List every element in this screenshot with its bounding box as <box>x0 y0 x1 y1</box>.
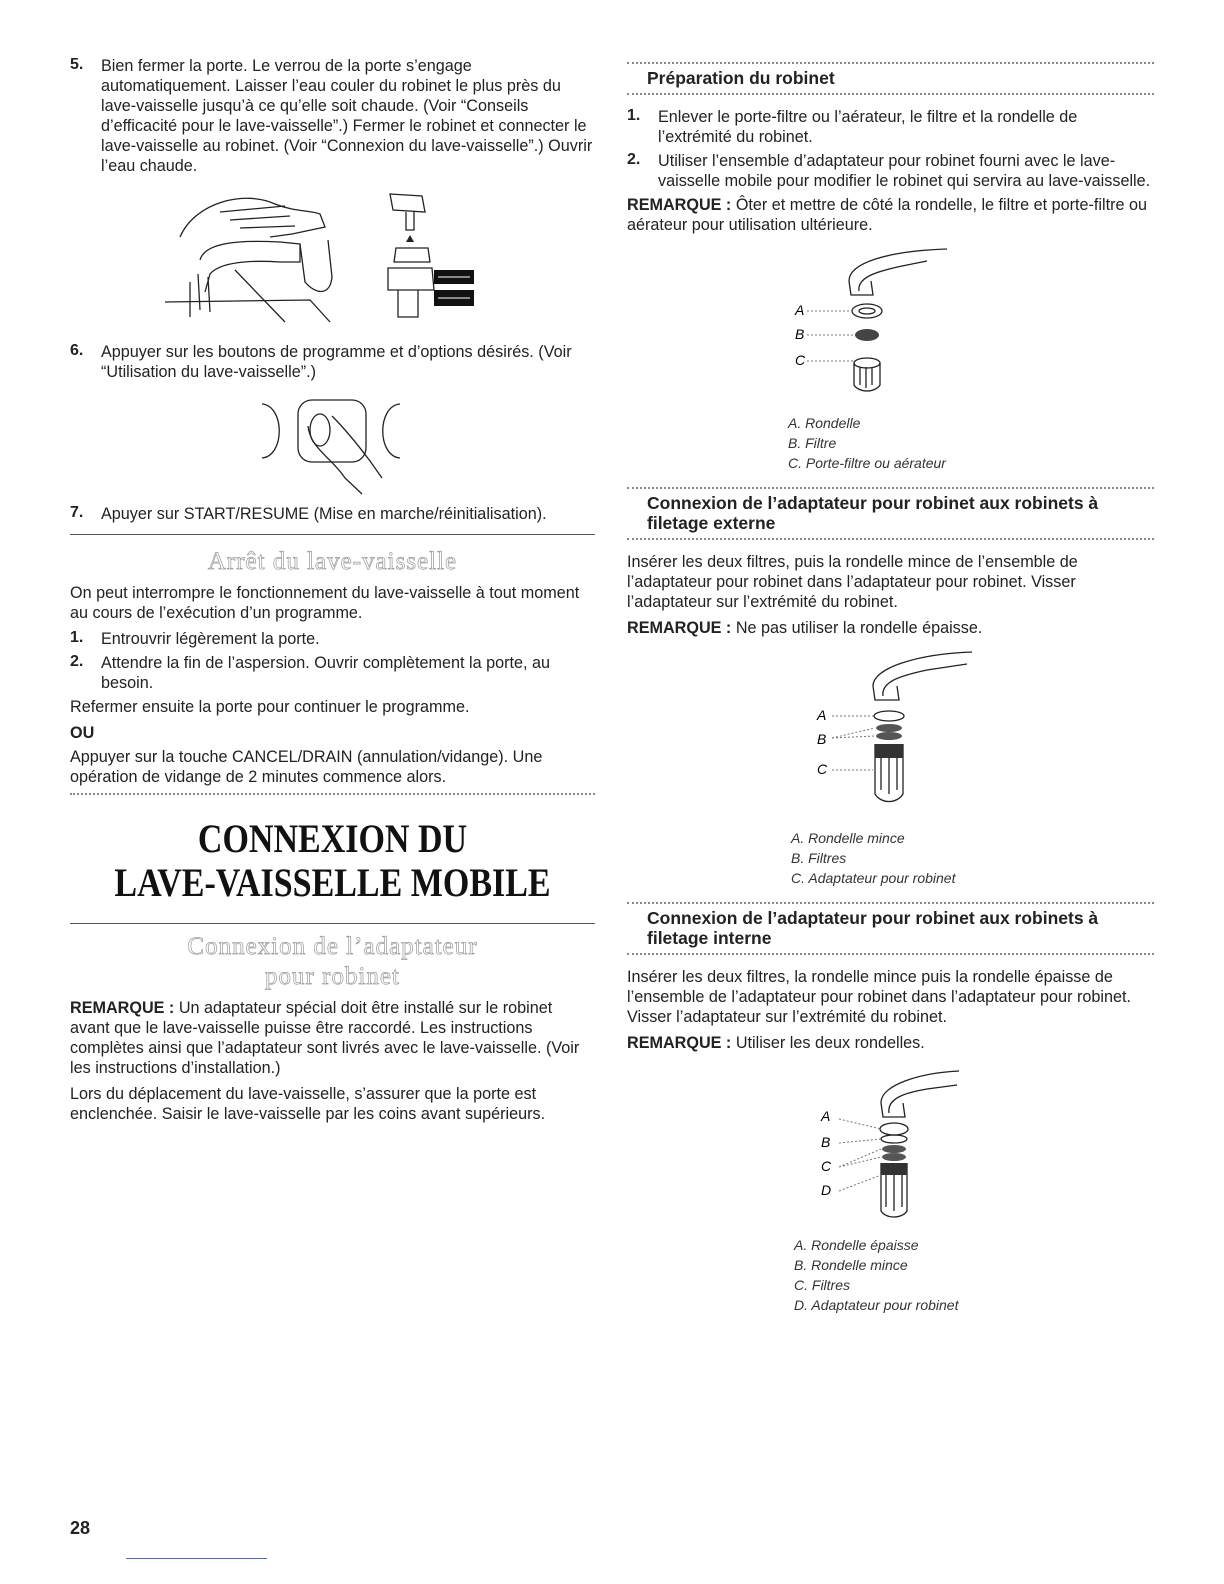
figure-caption: D. Adaptateur pour robinet <box>794 1297 959 1313</box>
figure-label: B <box>795 326 805 342</box>
figure-caption: B. Filtres <box>791 850 847 866</box>
section-divider <box>70 534 595 535</box>
figure-caption: A. Rondelle mince <box>791 830 905 846</box>
adapter-move-text: Lors du déplacement du lave-vaisselle, s’assurer que la porte est enclenchée. Saisir le lave-vaisselle par les coins avant supérieurs. <box>70 1085 546 1123</box>
step-number: 6. <box>70 342 84 359</box>
dotted-divider <box>627 93 1154 95</box>
section-divider <box>70 923 595 924</box>
right-column <box>627 56 1154 1315</box>
heading-line: filetage interne <box>647 928 772 948</box>
external-thread-text: Insérer les deux filtres, puis la rondelle mince de l’ensemble de l’adaptateur pour robinet dans l’adaptateur pour robinet. Visser l’adaptateur sur l’extrémité du robinet. <box>627 553 1078 611</box>
step-5 <box>70 56 595 176</box>
external-thread-heading <box>627 489 1154 538</box>
note-label: REMARQUE : <box>70 999 175 1017</box>
figure-caption: A. Rondelle épaisse <box>794 1237 919 1253</box>
dotted-divider <box>70 793 595 795</box>
figure-caption: B. Filtre <box>788 435 837 451</box>
step-text: Appuyer sur les boutons de programme et d’options désirés. (Voir “Utilisation du lave-vaisselle”.) <box>101 343 572 381</box>
figure-2-captions <box>627 828 1154 888</box>
figure-label: C <box>817 761 828 777</box>
prep-step-2 <box>627 151 1154 191</box>
figure-caption: A. Rondelle <box>788 415 861 431</box>
step-number: 1. <box>70 629 84 646</box>
external-thread-note <box>627 618 1154 638</box>
stop-step-2 <box>70 653 595 693</box>
dotted-divider <box>627 953 1154 955</box>
stop-intro: On peut interrompre le fonctionnement du lave-vaisselle à tout moment au cours de l’exécution d’un programme. <box>70 584 580 622</box>
note-text: Ne pas utiliser la rondelle épaisse. <box>731 619 983 637</box>
faucet-parts-figure-1 <box>627 243 1154 413</box>
step-number: 7. <box>70 504 84 521</box>
adapter-section-heading <box>70 932 595 992</box>
faucet-parts-figure-3 <box>627 1063 1154 1235</box>
figure-caption: C. Filtres <box>794 1277 850 1293</box>
figure-label: A <box>795 302 805 318</box>
step-number: 5. <box>70 56 84 73</box>
figure-label: A <box>821 1108 831 1124</box>
note-label: REMARQUE : <box>627 1034 732 1052</box>
footer-line <box>126 1558 267 1559</box>
adapter-heading-line-1: Connexion de l’adaptateur <box>187 933 478 960</box>
internal-thread-heading <box>627 904 1154 953</box>
prep-note <box>627 195 1154 235</box>
step-text: Enlever le porte-filtre ou l’aérateur, le filtre et la rondelle de l’extrémité du robinet. <box>658 108 1078 146</box>
step-text: Entrouvrir légèrement la porte. <box>101 630 320 648</box>
note-label: REMARQUE : <box>627 196 732 214</box>
adapter-note <box>70 998 595 1078</box>
step-number: 2. <box>70 653 84 670</box>
step-number: 1. <box>627 107 641 124</box>
step-6 <box>70 342 595 382</box>
figure-label: A <box>817 707 827 723</box>
figure-label: B <box>817 731 827 747</box>
note-text: Un adaptateur spécial doit être installé sur le robinet avant que le lave-vaisselle puisse être raccordé. Les instructions complètes ainsi que l’adaptateur sont livrés avec le lave-vaisselle. (Voir les instructions d’installation.) <box>70 999 580 1077</box>
page-number: 28 <box>70 1518 91 1538</box>
figure-caption: B. Rondelle mince <box>794 1257 908 1273</box>
dotted-divider <box>627 538 1154 540</box>
note-text: Utiliser les deux rondelles. <box>731 1034 925 1052</box>
figure-label: D <box>821 1182 832 1198</box>
section-title-line-2: LAVE-VAISSELLE MOBILE <box>114 860 551 905</box>
heading-line: Connexion de l’adaptateur pour robinet aux robinets à <box>647 493 1099 513</box>
step-text: Utiliser l’ensemble d’adaptateur pour robinet fourni avec le lave-vaisselle mobile pour modifier le robinet qui servira au lave-vaisselle. <box>658 152 1151 190</box>
section-title <box>70 817 595 905</box>
internal-thread-note <box>627 1033 1154 1053</box>
note-label: REMARQUE : <box>627 619 732 637</box>
cancel-text: Appuyer sur la touche CANCEL/DRAIN (annulation/vidange). Une opération de vidange de 2 minutes commence alors. <box>70 748 543 786</box>
section-title-line-1: CONNEXION DU <box>197 816 468 861</box>
internal-thread-text: Insérer les deux filtres, la rondelle mince puis la rondelle épaisse de l’ensemble de l’adaptateur pour robinet dans l’adaptateur pour robinet. Visser l’adaptateur sur l’extrémité du robinet. <box>627 968 1131 1026</box>
prep-step-1 <box>627 107 1154 147</box>
step-text: Attendre la fin de l’aspersion. Ouvrir complètement la porte, au besoin. <box>101 654 550 692</box>
adapter-heading-line-2: pour robinet <box>265 963 400 990</box>
step-text: Apuyer sur START/RESUME (Mise en marche/réinitialisation). <box>101 505 547 523</box>
figure-3-captions <box>627 1235 1154 1315</box>
left-column <box>70 56 595 1130</box>
note-text: Ôter et mettre de côté la rondelle, le filtre et porte-filtre ou aérateur pour utilisation ultérieure. <box>627 196 1148 234</box>
heading-line: Connexion de l’adaptateur pour robinet aux robinets à <box>647 908 1099 928</box>
step-7 <box>70 504 595 524</box>
step-text: Bien fermer la porte. Le verrou de la porte s’engage automatiquement. Laisser l’eau couler du robinet le plus près du lave-vaisselle jusqu’à ce qu’elle soit chaude. (Voir “Conseils d’efficacité pour le lave-vaisselle”.) Fermer le robinet et connecter le lave-vaisselle au robinet. (Voir “Connexion du lave-vaisselle”.) Ouvrir l’eau chaude. <box>101 57 593 175</box>
heading-line: filetage externe <box>647 513 776 533</box>
figure-label: C <box>795 352 806 368</box>
figure-1-captions <box>627 413 1154 473</box>
reclose-text: Refermer ensuite la porte pour continuer le programme. <box>70 698 470 716</box>
step-number: 2. <box>627 151 641 168</box>
figure-label: B <box>821 1134 831 1150</box>
faucet-illustration <box>70 182 595 332</box>
prep-heading: Préparation du robinet <box>647 68 835 88</box>
figure-caption: C. Adaptateur pour robinet <box>791 870 956 886</box>
button-press-illustration <box>70 386 595 496</box>
stop-step-1 <box>70 629 595 649</box>
or-label: OU <box>70 724 95 742</box>
figure-caption: C. Porte-filtre ou aérateur <box>788 455 946 471</box>
faucet-parts-figure-2 <box>627 648 1154 828</box>
stop-section-heading: Arrêt du lave-vaisselle <box>207 548 458 575</box>
figure-label: C <box>821 1158 832 1174</box>
